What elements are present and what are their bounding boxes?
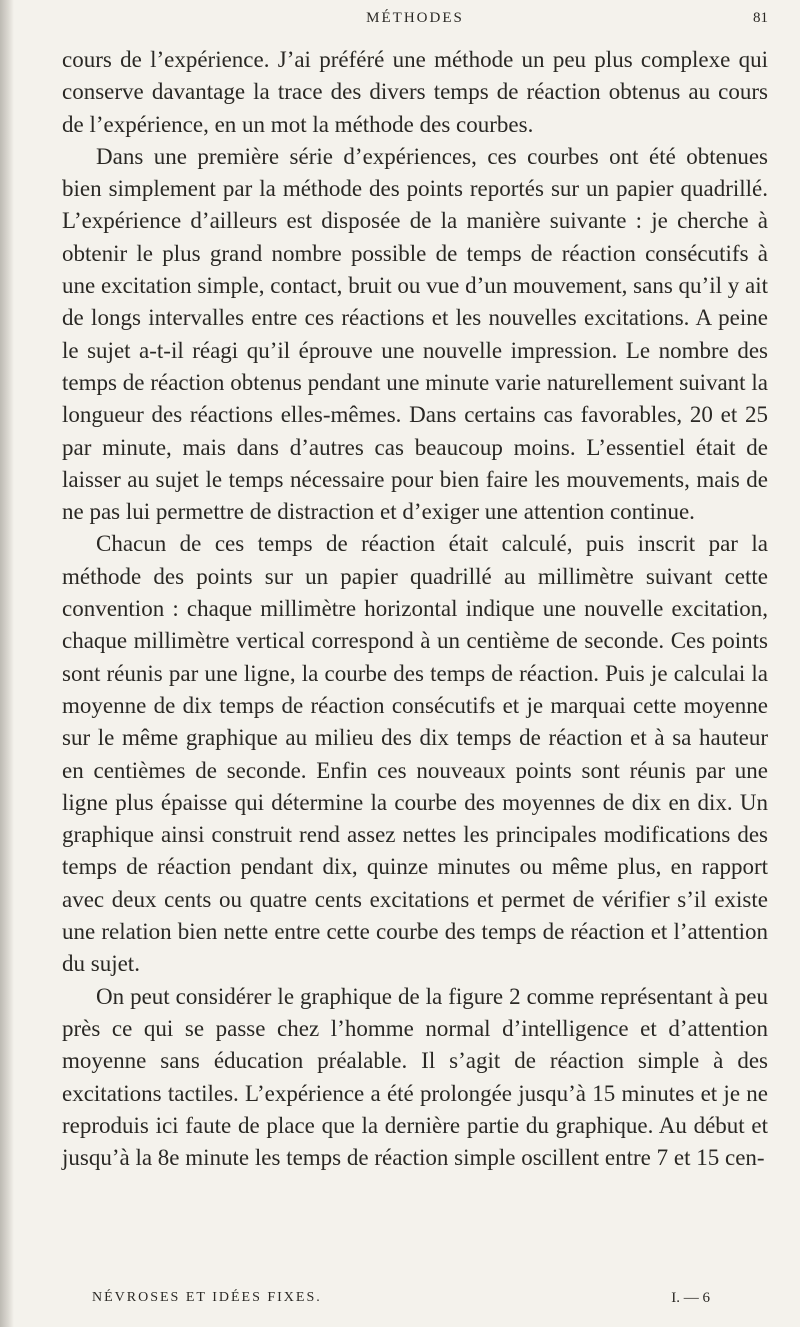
running-head [62, 8, 768, 32]
signature-footer [62, 1290, 768, 1314]
page-binding-shadow [0, 0, 14, 1327]
signature-mark: I. — 6 [671, 1290, 710, 1306]
paragraph-series-of-experiments: Dans une première série d’expériences, ces courbes ont été obtenues bien simplement par la méthode des points reportés sur un papier quadrillé. L’expérience d’ailleurs est disposée de la manière suivante : je cherche à obtenir le plus grand nombre possible de temps de réaction consécutifs à une excitation simple, contact, bruit ou vue d’un mouvement, sans qu’il y ait de longs intervalles entre ces réactions et les nouvelles excitations. A peine le sujet a-t-il réagi qu’il éprouve une nouvelle impression. Le nombre des temps de réaction obtenus pendant une minute varie naturellement suivant la longueur des réactions elles-mêmes. Dans certains cas favorables, 20 et 25 par minute, mais dans d’autres cas beaucoup moins. L’essentiel était de laisser au sujet le temps nécessaire pour bien faire les mouvements, mais de ne pas lui permettre de distraction et d’exiger une attention continue. [62, 143, 768, 525]
running-title: MÉTHODES [366, 10, 464, 26]
page-number: 81 [753, 10, 768, 26]
body-text [62, 44, 768, 1174]
signature-title: NÉVROSES ET IDÉES FIXES. [92, 1290, 322, 1305]
paragraph-graph-method: Chacun de ces temps de réaction était calculé, puis inscrit par la méthode des points sur un papier quadrillé au millimètre suivant cette convention : chaque millimètre horizontal indique une nouvelle excitation, chaque millimètre vertical correspond à un centième de seconde. Ces points sont réunis par une ligne, la courbe des temps de réaction. Puis je calculai la moyenne de dix temps de réaction consécutifs et je marquai cette moyenne sur le même graphique au milieu des dix temps de réaction et à sa hauteur en centièmes de seconde. Enfin ces nouveaux points sont réunis par une ligne plus épaisse qui détermine la courbe des moyennes de dix en dix. Un graphique ainsi construit rend assez nettes les principales modifications des temps de réaction pendant dix, quinze minutes ou même plus, en rapport avec deux cents ou quatre cents excitations et permet de vérifier s’il existe une relation bien nette entre cette courbe des temps de réaction et l’attention du sujet. [62, 531, 768, 977]
paragraph-figure-2: On peut considérer le graphique de la figure 2 comme représentant à peu près ce qui se passe chez l’homme normal d’intelligence et d’attention moyenne sans éducation préalable. Il s’agit de réaction simple à des excitations tactiles. L’expérience a été prolongée jusqu’à 15 minutes et je ne reproduis ici faute de place que la dernière partie du graphique. Au début et jusqu’à la 8e minute les temps de réaction simple oscillent entre 7 et 15 cen- [62, 983, 768, 1171]
paragraph-continuation: cours de l’expérience. J’ai préféré une méthode un peu plus complexe qui conserve davantage la trace des divers temps de réaction obtenus au cours de l’expérience, en un mot la méthode des courbes. [62, 47, 768, 137]
